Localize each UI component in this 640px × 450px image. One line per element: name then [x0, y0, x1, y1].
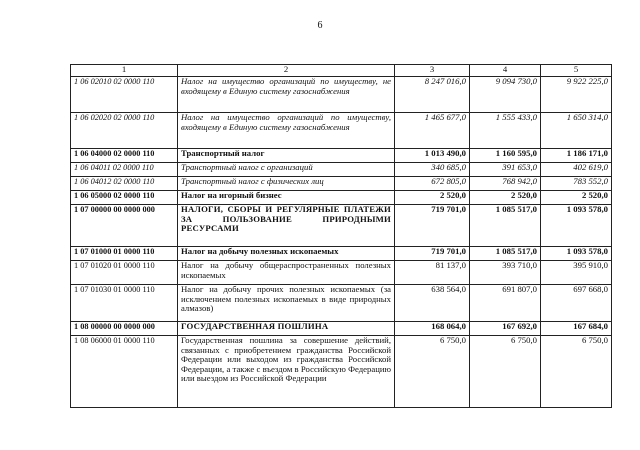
code-cell: 1 06 02010 02 0000 110	[71, 77, 178, 113]
value-cell-col5: 783 552,0	[541, 177, 612, 191]
column-header: 2	[178, 65, 395, 77]
table-row	[71, 163, 612, 177]
table-row	[71, 191, 612, 205]
table-row	[71, 285, 612, 322]
name-cell: Налог на игорный бизнес	[178, 191, 395, 205]
code-cell: 1 06 04012 02 0000 110	[71, 177, 178, 191]
code-cell: 1 06 05000 02 0000 110	[71, 191, 178, 205]
column-header: 4	[470, 65, 541, 77]
name-cell: Налог на добычу полезных ископаемых	[178, 247, 395, 261]
code-cell: 1 07 00000 00 0000 000	[71, 205, 178, 247]
table-row	[71, 261, 612, 285]
page-number: 6	[317, 20, 323, 31]
value-cell-col4: 6 750,0	[470, 336, 541, 408]
name-cell: Налог на имущество организаций по имуществу, не входящему в Единую систему газоснабжения	[178, 77, 395, 113]
value-cell-col3: 672 805,0	[395, 177, 470, 191]
value-cell-col3: 1 013 490,0	[395, 149, 470, 163]
code-cell: 1 06 04011 02 0000 110	[71, 163, 178, 177]
value-cell-col4: 393 710,0	[470, 261, 541, 285]
table-row	[71, 77, 612, 113]
value-cell-col5: 6 750,0	[541, 336, 612, 408]
name-cell: ГОСУДАРСТВЕННАЯ ПОШЛИНА	[178, 322, 395, 336]
value-cell-col5: 395 910,0	[541, 261, 612, 285]
name-cell: Налог на добычу прочих полезных ископаемых (за исключением полезных ископаемых в виде природных алмазов)	[178, 285, 395, 322]
name-cell: Транспортный налог	[178, 149, 395, 163]
table-row	[71, 336, 612, 408]
value-cell-col4: 768 942,0	[470, 177, 541, 191]
code-cell: 1 08 00000 00 0000 000	[71, 322, 178, 336]
value-cell-col5: 167 684,0	[541, 322, 612, 336]
table-row	[71, 247, 612, 261]
value-cell-col3: 638 564,0	[395, 285, 470, 322]
value-cell-col3: 8 247 016,0	[395, 77, 470, 113]
column-header: 1	[71, 65, 178, 77]
name-cell: Транспортный налог с организаций	[178, 163, 395, 177]
value-cell-col5: 697 668,0	[541, 285, 612, 322]
value-cell-col3: 6 750,0	[395, 336, 470, 408]
value-cell-col5: 9 922 225,0	[541, 77, 612, 113]
column-header: 3	[395, 65, 470, 77]
value-cell-col5: 402 619,0	[541, 163, 612, 177]
value-cell-col5: 2 520,0	[541, 191, 612, 205]
value-cell-col3: 719 701,0	[395, 205, 470, 247]
table-row	[71, 149, 612, 163]
value-cell-col3: 2 520,0	[395, 191, 470, 205]
table-header-row	[71, 65, 612, 77]
value-cell-col5: 1 650 314,0	[541, 113, 612, 149]
name-cell: Государственная пошлина за совершение действий, связанных с приобретением гражданства Российской Федерации или выходом из гражданства Российской Федерации, а также с въездом в Российскую Федерацию или выездом из Российской Федерации	[178, 336, 395, 408]
value-cell-col3: 719 701,0	[395, 247, 470, 261]
table-row	[71, 205, 612, 247]
value-cell-col3: 340 685,0	[395, 163, 470, 177]
value-cell-col5: 1 093 578,0	[541, 247, 612, 261]
value-cell-col4: 1 085 517,0	[470, 247, 541, 261]
value-cell-col4: 9 094 730,0	[470, 77, 541, 113]
code-cell: 1 06 04000 02 0000 110	[71, 149, 178, 163]
value-cell-col4: 167 692,0	[470, 322, 541, 336]
value-cell-col4: 1 555 433,0	[470, 113, 541, 149]
name-cell: Транспортный налог с физических лиц	[178, 177, 395, 191]
name-cell: Налог на добычу общераспространенных полезных ископаемых	[178, 261, 395, 285]
value-cell-col4: 691 807,0	[470, 285, 541, 322]
value-cell-col3: 81 137,0	[395, 261, 470, 285]
code-cell: 1 07 01020 01 0000 110	[71, 261, 178, 285]
code-cell: 1 08 06000 01 0000 110	[71, 336, 178, 408]
value-cell-col4: 1 085 517,0	[470, 205, 541, 247]
code-cell: 1 07 01030 01 0000 110	[71, 285, 178, 322]
table-row	[71, 322, 612, 336]
value-cell-col4: 2 520,0	[470, 191, 541, 205]
table-row	[71, 177, 612, 191]
value-cell-col4: 1 160 595,0	[470, 149, 541, 163]
code-cell: 1 06 02020 02 0000 110	[71, 113, 178, 149]
value-cell-col5: 1 186 171,0	[541, 149, 612, 163]
code-cell: 1 07 01000 01 0000 110	[71, 247, 178, 261]
value-cell-col3: 168 064,0	[395, 322, 470, 336]
value-cell-col4: 391 653,0	[470, 163, 541, 177]
budget-revenue-table	[70, 64, 612, 408]
value-cell-col3: 1 465 677,0	[395, 113, 470, 149]
name-cell: НАЛОГИ, СБОРЫ И РЕГУЛЯРНЫЕ ПЛАТЕЖИ ЗА ПОЛЬЗОВАНИЕ ПРИРОДНЫМИ РЕСУРСАМИ	[178, 205, 395, 247]
column-header: 5	[541, 65, 612, 77]
table-row	[71, 113, 612, 149]
value-cell-col5: 1 093 578,0	[541, 205, 612, 247]
name-cell: Налог на имущество организаций по имуществу, входящему в Единую систему газоснабжения	[178, 113, 395, 149]
